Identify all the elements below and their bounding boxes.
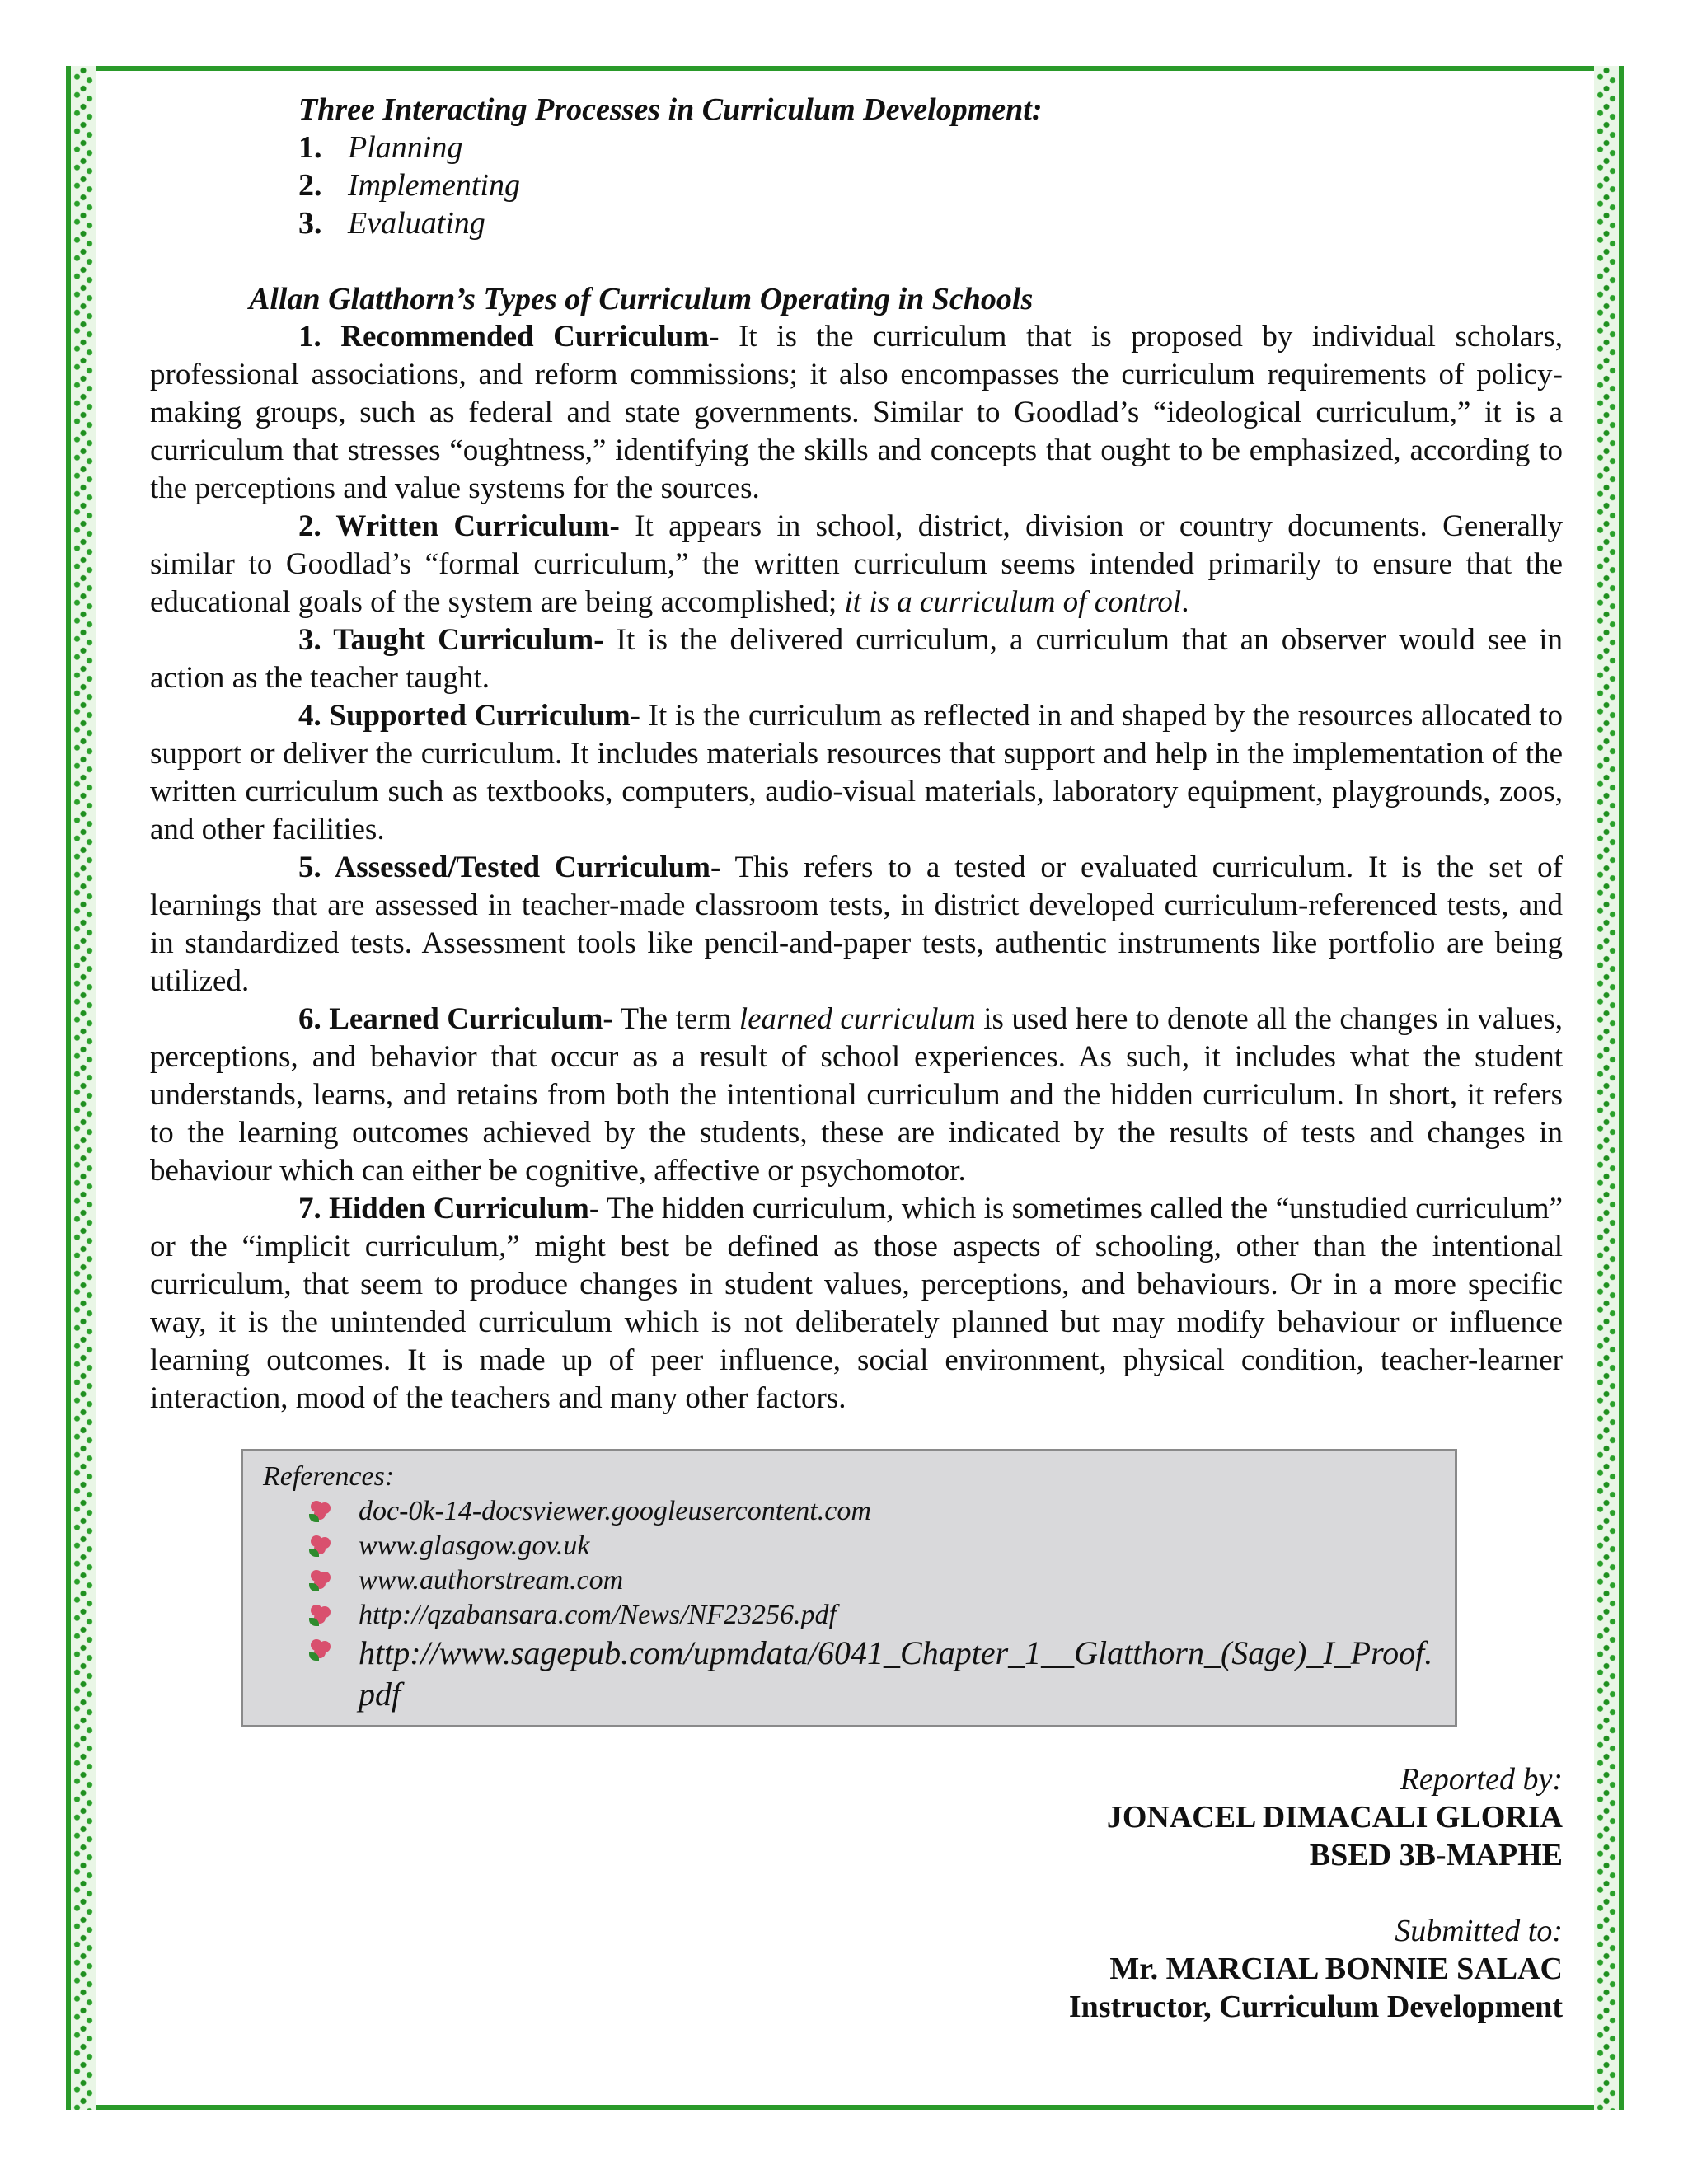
list-item: 3. Evaluating <box>298 206 485 241</box>
reference-item[interactable]: www.authorstream.com <box>309 1563 1435 1598</box>
reported-by-label: Reported by: <box>1400 1762 1563 1797</box>
references-label: References: <box>263 1461 395 1492</box>
reference-item[interactable]: www.glasgow.gov.uk <box>309 1529 1435 1563</box>
reference-item[interactable]: doc-0k-14-docsviewer.googleusercontent.com <box>309 1494 1435 1529</box>
type-assessed: 5. Assessed/Tested Curriculum- This refers to a tested or evaluated curriculum. It is the set of learnings that are assessed in teacher-made classroom tests, in district developed curriculum-referenced tests, and in standardized tests. Assessment tools like pencil-and-paper tests, authentic instruments like portfolio are being utilized. <box>150 851 1563 998</box>
type-supported: 4. Supported Curriculum- It is the curriculum as reflected in and shaped by the resources allocated to support or deliver the curriculum. It includes materials resources that support and help in the implementation of the written curriculum such as textbooks, computers, audio-visual materials, laboratory equipment, playgrounds, zoos, and other facilities. <box>150 699 1564 846</box>
instructor-title: Instructor, Curriculum Development <box>1068 1990 1563 2024</box>
signature-block <box>150 1760 1563 2026</box>
references-list <box>263 1494 1435 1715</box>
flower-bullet-icon <box>309 1639 332 1661</box>
vine-border-right <box>1594 66 1619 2110</box>
flower-bullet-icon <box>309 1570 332 1591</box>
reference-item[interactable]: http://www.sagepub.com/upmdata/6041_Chapter_1__Glatthorn_(Sage)_I_Proof.pdf <box>309 1633 1435 1715</box>
type-written: 2. Written Curriculum- It appears in school, district, division or country documents. Generally similar to Goodlad’s “formal curriculum,” the written curriculum seems intended primarily to ensure that the educational goals of the system are being accomplished; it is a curriculum of control. <box>150 509 1563 619</box>
flower-bullet-icon <box>309 1605 332 1626</box>
instructor-name: Mr. MARCIAL BONNIE SALAC <box>1109 1952 1563 1986</box>
type-taught: 3. Taught Curriculum- It is the delivered curriculum, a curriculum that an observer would see in action as the teacher taught. <box>150 623 1563 695</box>
type-learned: 6. Learned Curriculum- The term learned curriculum is used here to denote all the changes in values, perceptions, and behavior that occur as a result of school experiences. As such, it includes what the student understands, learns, and retains from both the intentional curriculum and the hidden curriculum. In short, it refers to the learning outcomes achieved by the students, these are indicated by the results of tests and changes in behaviour which can either be cognitive, affective or psychomotor. <box>150 1002 1564 1188</box>
document-page <box>150 91 1563 2026</box>
processes-title: Three Interacting Processes in Curriculum Development: <box>298 92 1043 127</box>
list-item: 2. Implementing <box>298 168 520 203</box>
type-hidden: 7. Hidden Curriculum- The hidden curriculum, which is sometimes called the “unstudied curriculum” or the “implicit curriculum,” might best be defined as those aspects of schooling, other than the intentional curriculum, that seem to produce changes in student values, perceptions, and behaviours. Or in a more specific way, it is the unintended curriculum which is not deliberately planned but may modify behaviour or influence learning outcomes. It is made up of peer influence, social environment, physical condition, teacher-learner interaction, mood of the teachers and many other factors. <box>150 1192 1564 1415</box>
vine-border-left <box>71 66 96 2110</box>
flower-bullet-icon <box>309 1501 332 1522</box>
flower-bullet-icon <box>309 1535 332 1557</box>
reporter-section: BSED 3B-MAPHE <box>1309 1838 1563 1872</box>
types-title: Allan Glatthorn’s Types of Curriculum Operating in Schools <box>249 282 1034 316</box>
list-item: 1. Planning <box>298 130 463 165</box>
submitted-to-label: Submitted to: <box>1395 1914 1563 1948</box>
processes-list <box>298 129 1563 242</box>
type-recommended: 1. Recommended Curriculum- It is the curriculum that is proposed by individual scholars, professional associations, and reform commissions; it also encompasses the curriculum requirements of policy-making groups, such as federal and state governments. Similar to Goodlad’s “ideological curriculum,” it is a curriculum that stresses “oughtness,” identifying the skills and concepts that ought to be emphasized, according to the perceptions and value systems for the sources. <box>150 320 1563 505</box>
reference-item[interactable]: http://qzabansara.com/News/NF23256.pdf <box>309 1598 1435 1633</box>
reporter-name: JONACEL DIMACALI GLORIA <box>1106 1800 1563 1835</box>
references-box <box>241 1449 1457 1727</box>
